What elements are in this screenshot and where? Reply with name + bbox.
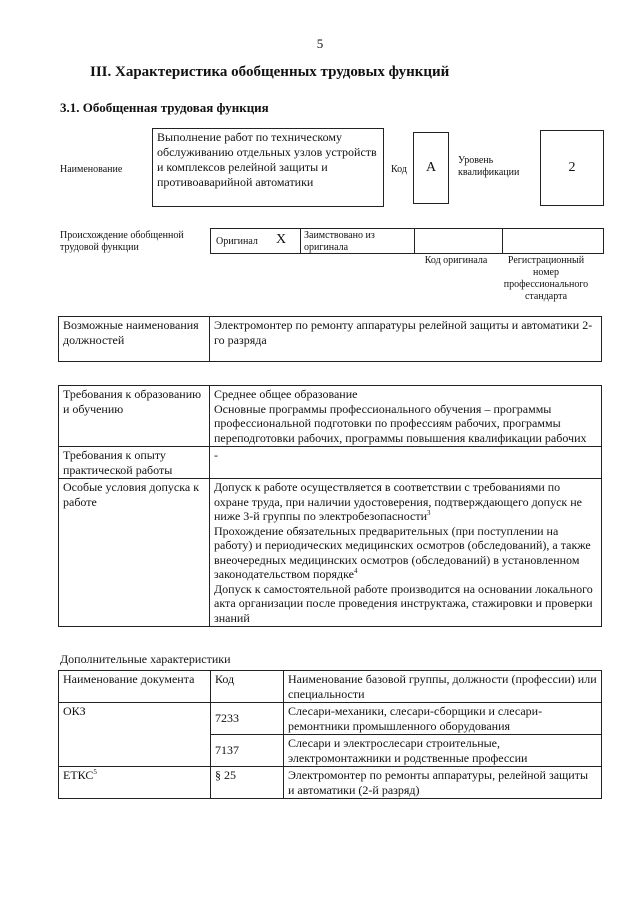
header-doc: Наименование документа xyxy=(59,671,211,703)
subsection-title: 3.1. Обобщенная трудовая функция xyxy=(60,100,269,115)
origin-label: Происхождение обобщенной трудовой функции xyxy=(60,230,184,253)
code-original-caption: Код оригинала xyxy=(424,255,488,266)
okz-label: ОКЗ xyxy=(59,703,211,767)
requirements-table xyxy=(58,385,602,627)
positions-table xyxy=(58,316,602,362)
special-item: Прохождение обязательных предварительных (при поступлении на работу) и периодических медицинских осмотров (обследований), а также внеочередных медицинских осмотров (обследований) в установленном законодательством порядке$^4$ xyxy=(214,523,591,581)
okz-name: Слесари и электрослесари строительные, электромонтажники и родственные профессии xyxy=(284,735,602,767)
special-label: Особые условия допуска к работе xyxy=(59,479,210,627)
origin-divider xyxy=(502,228,503,254)
etks-code: § 25 xyxy=(211,767,284,799)
experience-value: - xyxy=(210,447,602,479)
etks-label: ЕТКС$^5$ xyxy=(59,767,211,799)
experience-label: Требования к опыту практической работы xyxy=(59,447,210,479)
code-label: Код xyxy=(391,164,407,175)
origin-divider xyxy=(414,228,415,254)
additional-table xyxy=(58,670,602,799)
education-line: Среднее общее образование xyxy=(214,387,358,401)
education-label: Требования к образованию и обучению xyxy=(59,386,210,447)
okz-name: Слесари-механики, слесари-сборщики и слесари-ремонтники промышленного оборудования xyxy=(284,703,602,735)
additional-title: Дополнительные характеристики xyxy=(60,652,231,666)
footnote-ref: 3 xyxy=(427,509,431,517)
name-label: Наименование xyxy=(60,164,123,175)
header-name: Наименование базовой группы, должности (профессии) или специальности xyxy=(284,671,602,703)
page-number: 5 xyxy=(316,36,324,51)
education-line: Основные программы профессионального обучения – программы профессиональной подготовки по профессиям рабочих, программы переподготовки рабочих, программы повышения квалификации рабочих xyxy=(214,401,587,445)
level-label: Уровень квалификации xyxy=(458,155,520,178)
level-box: 2 xyxy=(540,130,604,206)
positions-label: Возможные наименования должностей xyxy=(59,317,210,362)
header-code: Код xyxy=(211,671,284,703)
okz-code: 7137 xyxy=(211,735,284,767)
footnote-ref: 5 xyxy=(93,768,97,776)
footnote-ref: 4 xyxy=(353,567,358,575)
positions-value: Электромонтер по ремонту аппаратуры релейной защиты и автоматики 2-го разряда xyxy=(210,317,602,362)
special-item: Допуск к работе осуществляется в соответствии с требованиями по охране труда, при наличии удостоверения, подтверждающего допуск не ниже 3-й группы по электробезопасности$^3$ xyxy=(214,480,582,523)
code-box: А xyxy=(413,132,449,204)
original-mark: X xyxy=(276,232,287,247)
origin-divider xyxy=(300,228,301,254)
original-label: Оригинал xyxy=(216,236,258,247)
section-title: III. Характеристика обобщенных трудовых функций xyxy=(90,64,450,80)
function-name-box: Выполнение работ по техническому обслуживанию отдельных узлов устройств и комплексов релейной защиты и противоаварийной автоматики xyxy=(152,128,384,207)
special-value xyxy=(210,479,602,627)
borrowed-label: Заимствовано из оригинала xyxy=(304,230,375,253)
etks-name: Электромонтер по ремонты аппаратуры, релейной защиты и автоматики (2-й разряд) xyxy=(284,767,602,799)
okz-code: 7233 xyxy=(211,703,284,735)
special-item: Допуск к самостоятельной работе производится на основании локального акта организации после проведения инструктажа, стажировки и проверки знаний xyxy=(214,581,593,625)
reg-number-caption: Регистрационный номер профессионального стандарта xyxy=(503,255,589,302)
education-value xyxy=(210,386,602,447)
